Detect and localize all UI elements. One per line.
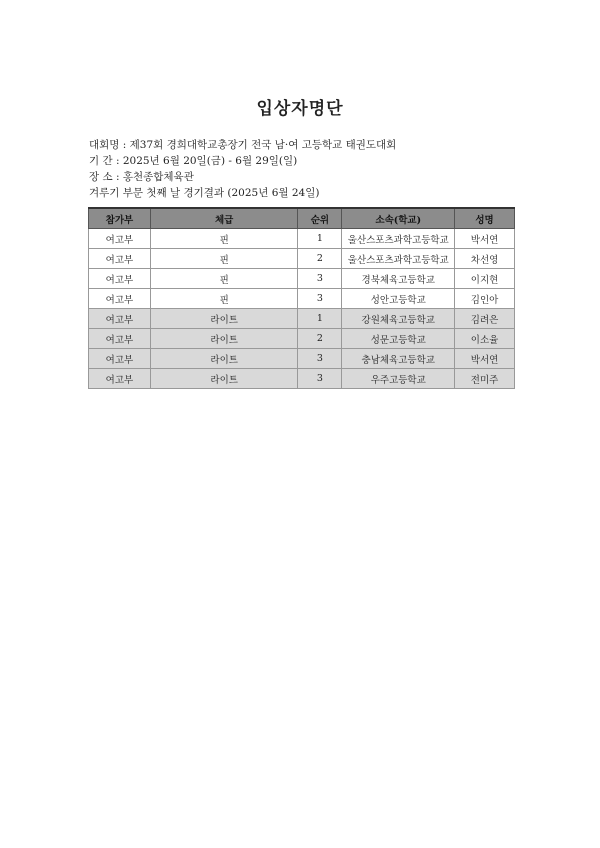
table-row — [89, 229, 515, 249]
cell-name: 박서연 — [455, 349, 515, 369]
table-row — [89, 309, 515, 329]
cell-division: 여고부 — [89, 349, 151, 369]
table-row — [89, 369, 515, 389]
results-heading: 겨루기 부문 첫째 날 경기결과 (2025년 6월 24일) — [89, 187, 320, 199]
cell-weight: 라이트 — [150, 369, 298, 389]
header-weight: 체급 — [150, 208, 298, 229]
cell-school: 울산스포츠과학고등학교 — [342, 229, 455, 249]
cell-school: 경북체육고등학교 — [342, 269, 455, 289]
cell-division: 여고부 — [89, 249, 151, 269]
table-row — [89, 349, 515, 369]
cell-school: 울산스포츠과학고등학교 — [342, 249, 455, 269]
cell-weight: 핀 — [150, 229, 298, 249]
cell-name: 전미주 — [455, 369, 515, 389]
cell-rank: 1 — [298, 309, 342, 329]
header-school: 소속(학교) — [342, 208, 455, 229]
table-header-row — [89, 208, 515, 229]
cell-weight: 라이트 — [150, 349, 298, 369]
cell-name: 차선영 — [455, 249, 515, 269]
cell-rank: 3 — [298, 269, 342, 289]
event-venue: 장 소 : 홍천종합체육관 — [89, 171, 194, 183]
cell-rank: 1 — [298, 229, 342, 249]
cell-rank: 2 — [298, 249, 342, 269]
cell-school: 성안고등학교 — [342, 289, 455, 309]
header-division: 참가부 — [89, 208, 151, 229]
cell-division: 여고부 — [89, 269, 151, 289]
table-row — [89, 269, 515, 289]
cell-school: 성문고등학교 — [342, 329, 455, 349]
cell-weight: 라이트 — [150, 309, 298, 329]
cell-name: 이지현 — [455, 269, 515, 289]
cell-name: 김려은 — [455, 309, 515, 329]
cell-weight: 핀 — [150, 249, 298, 269]
page-title: 입상자명단 — [256, 99, 344, 119]
header-rank: 순위 — [298, 208, 342, 229]
cell-rank: 3 — [298, 369, 342, 389]
cell-weight: 핀 — [150, 269, 298, 289]
event-name: 대회명 : 제37회 경희대학교총장기 전국 남·여 고등학교 태권도대회 — [89, 139, 397, 151]
table-row — [89, 329, 515, 349]
header-name: 성명 — [455, 208, 515, 229]
cell-name: 김인아 — [455, 289, 515, 309]
cell-division: 여고부 — [89, 229, 151, 249]
cell-division: 여고부 — [89, 329, 151, 349]
event-info — [89, 137, 396, 201]
cell-division: 여고부 — [89, 369, 151, 389]
cell-weight: 라이트 — [150, 329, 298, 349]
cell-school: 강원체육고등학교 — [342, 309, 455, 329]
cell-name: 박서연 — [455, 229, 515, 249]
cell-division: 여고부 — [89, 309, 151, 329]
cell-rank: 2 — [298, 329, 342, 349]
cell-weight: 핀 — [150, 289, 298, 309]
cell-rank: 3 — [298, 289, 342, 309]
cell-division: 여고부 — [89, 289, 151, 309]
table-row — [89, 289, 515, 309]
cell-name: 이소율 — [455, 329, 515, 349]
table-row — [89, 249, 515, 269]
results-table — [88, 207, 515, 389]
event-period: 기 간 : 2025년 6월 20일(금) - 6월 29일(일) — [89, 155, 298, 167]
cell-school: 충남체육고등학교 — [342, 349, 455, 369]
cell-school: 우주고등학교 — [342, 369, 455, 389]
cell-rank: 3 — [298, 349, 342, 369]
